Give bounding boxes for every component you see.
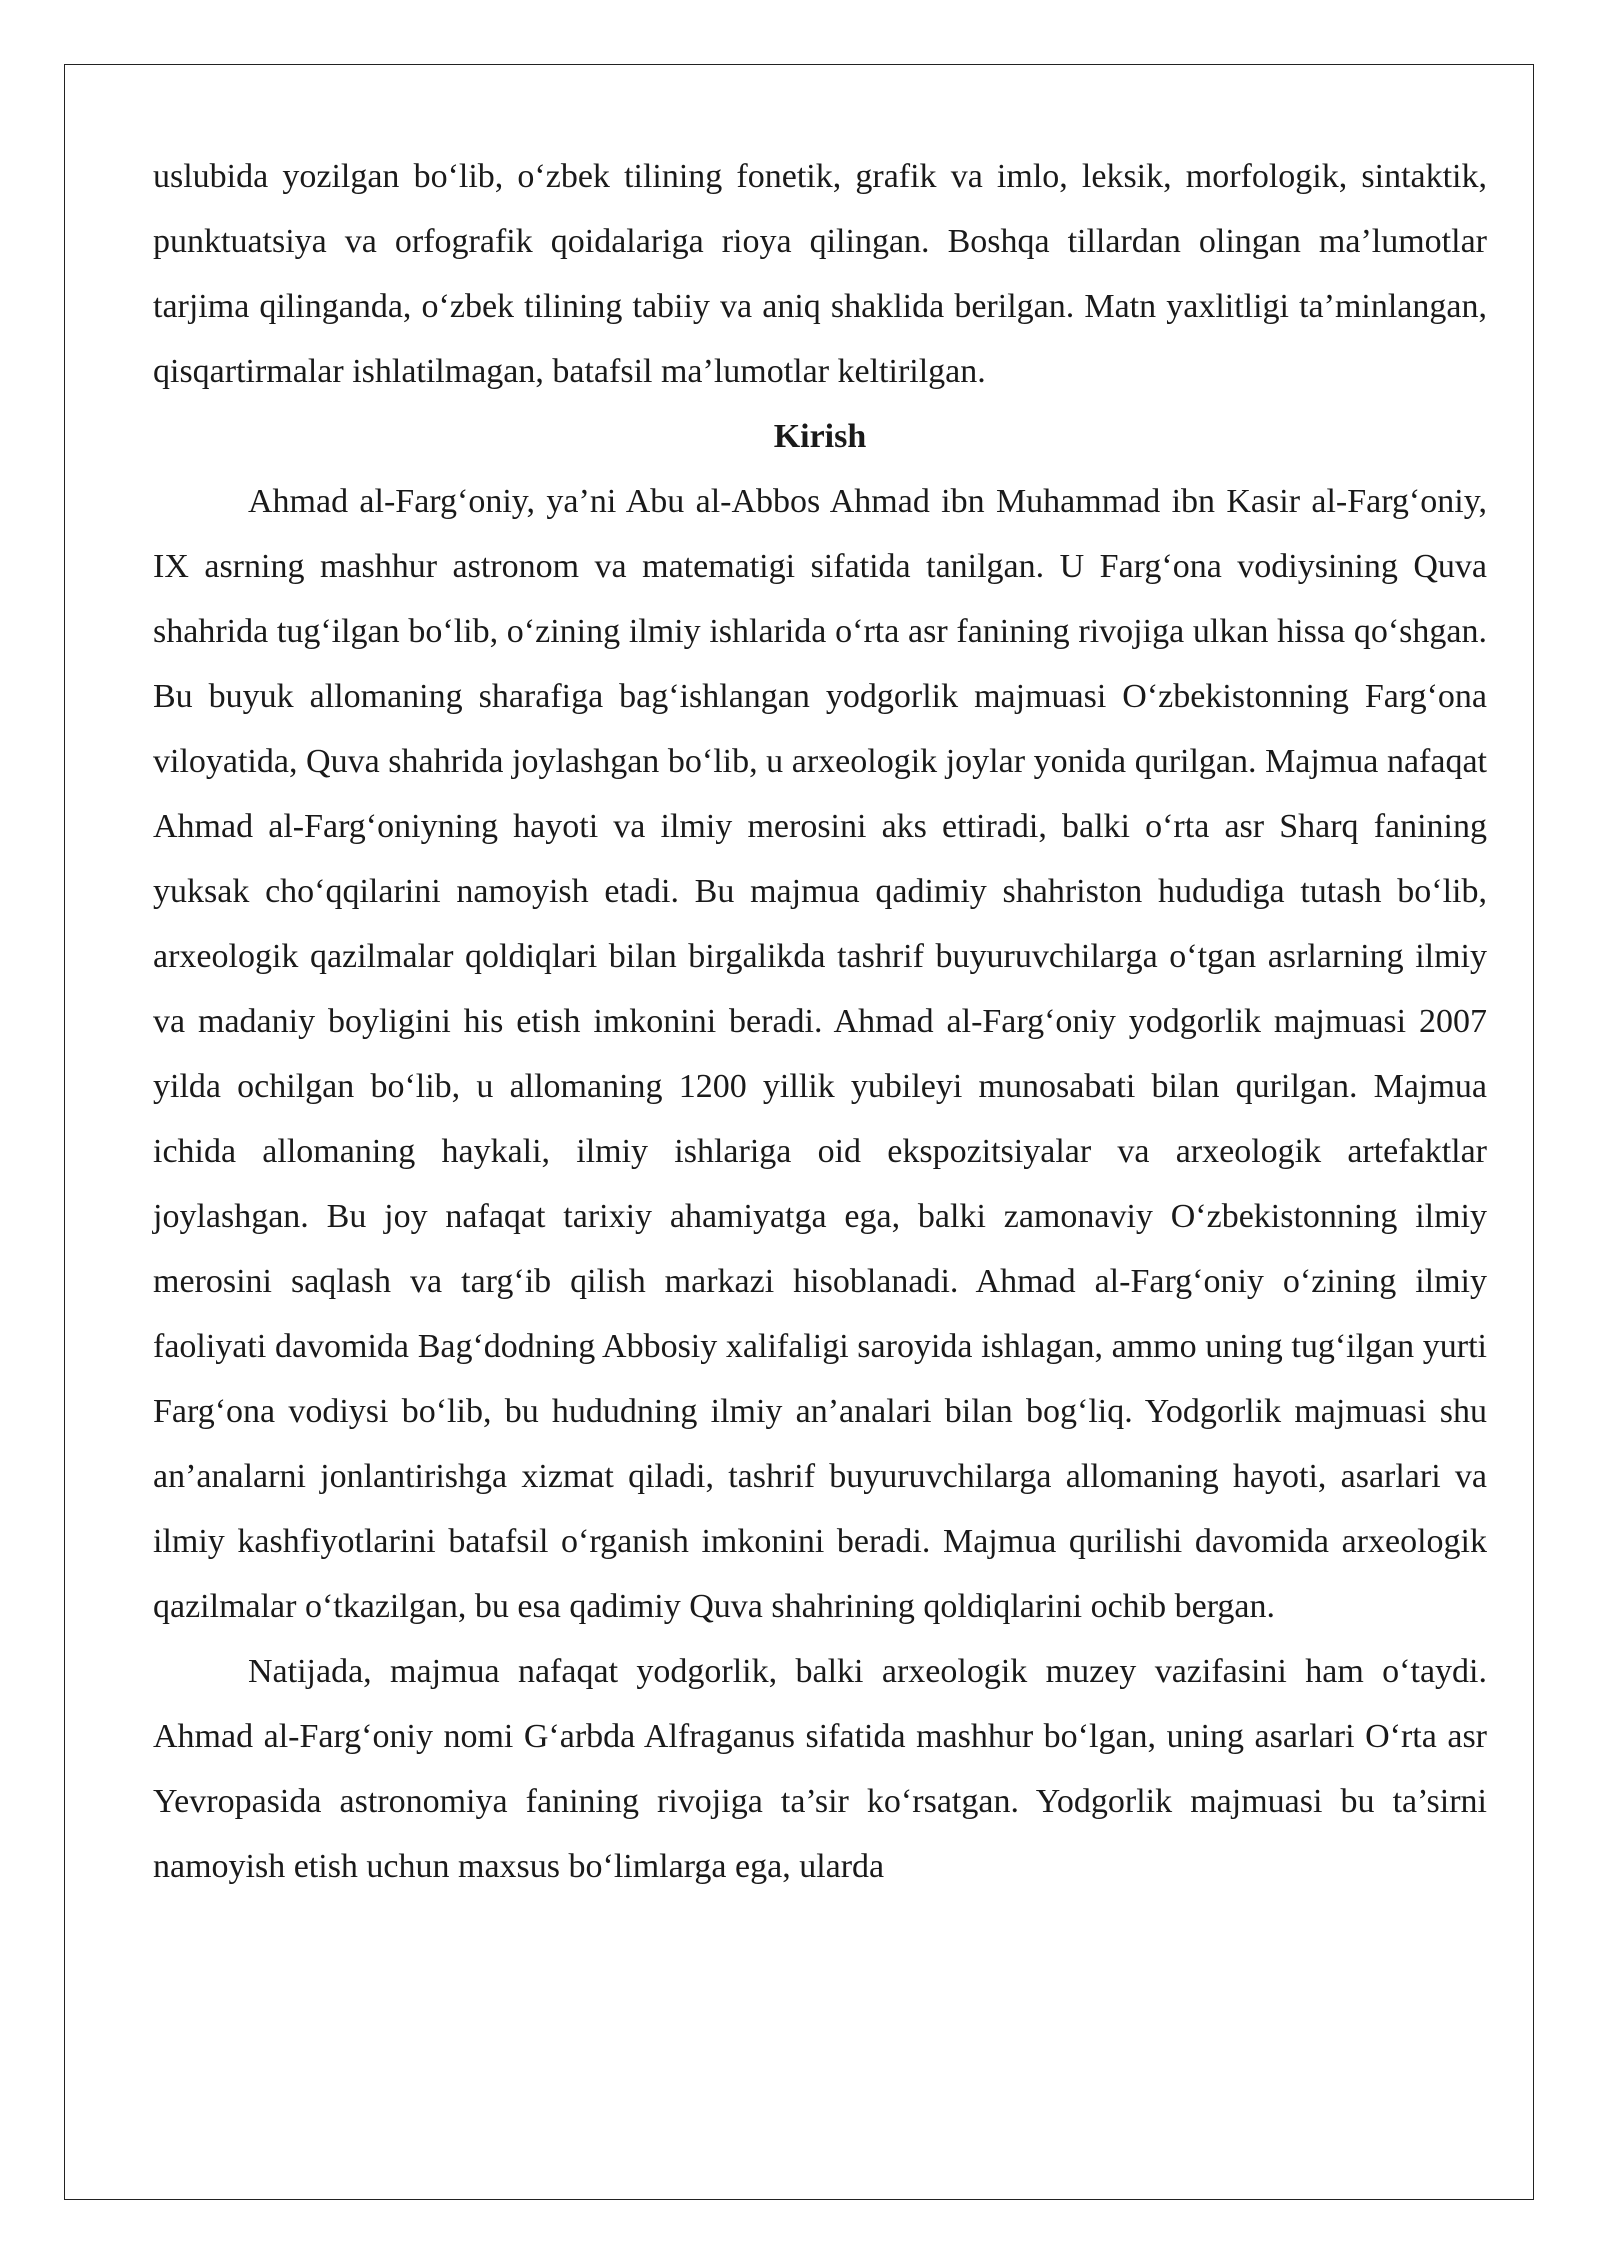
body-paragraph-1: Ahmad al-Farg‘oniy, ya’ni Abu al-Abbos Ahmad ibn Muhammad ibn Kasir al-Farg‘oniy, IX asrning mashhur astronom va matematigi sifatida tanilgan. U Farg‘ona vodiysining Quva shahrida tug‘ilgan bo‘lib, o‘zining ilmiy ishlarida o‘rta asr fanining rivojiga ulkan hissa qo‘shgan. Bu buyuk allomaning sharafiga bag‘ishlangan yodgorlik majmuasi O‘zbekistonning Farg‘ona viloyatida, Quva shahrida joylashgan bo‘lib, u arxeologik joylar yonida qurilgan. Majmua nafaqat Ahmad al-Farg‘oniyning hayoti va ilmiy merosini aks ettiradi, balki o‘rta asr Sharq fanining yuksak cho‘qqilarini namoyish etadi. Bu majmua qadimiy shahriston hududiga tutash bo‘lib, arxeologik qazilmalar qoldiqlari bilan birgalikda tashrif buyuruvchilarga o‘tgan asrlarning ilmiy va madaniy boyligini his etish imkonini beradi. Ahmad al-Farg‘oniy yodgorlik majmuasi 2007 yilda ochilgan bo‘lib, u allomaning 1200 yillik yubileyi munosabati bilan qurilgan. Majmua ichida allomaning haykali, ilmiy ishlariga oid ekspozitsiyalar va arxeologik artefaktlar joylashgan. Bu joy nafaqat tarixiy ahamiyatga ega, balki zamonaviy O‘zbekistonning ilmiy merosini saqlash va targ‘ib qilish markazi hisoblanadi. Ahmad al-Farg‘oniy o‘zining ilmiy faoliyati davomida Bag‘dodning Abbosiy xalifaligi saroyida ishlagan, ammo uning tug‘ilgan yurti Farg‘ona vodiysi bo‘lib, bu hududning ilmiy an’analari bilan bog‘liq. Yodgorlik majmuasi shu an’analarni jonlantirishga xizmat qiladi, tashrif buyuruvchilarga allomaning hayoti, asarlari va ilmiy kashfiyotlarini batafsil o‘rganish imkonini beradi. Majmua qurilishi davomida arxeologik qazilmalar o‘tkazilgan, bu esa qadimiy Quva shahrining qoldiqlarini ochib bergan.	[153, 483, 1487, 1625]
body-paragraph-2: Natijada, majmua nafaqat yodgorlik, balki arxeologik muzey vazifasini ham o‘taydi. Ahmad al-Farg‘oniy nomi G‘arbda Alfraganus sifatida mashhur bo‘lgan, uning asarlari O‘rta asr Yevropasida astronomiya fanining rivojiga ta’sir ko‘rsatgan. Yodgorlik majmuasi bu ta’sirni namoyish etish uchun maxsus bo‘limlarga ega, ularda	[153, 1653, 1487, 1885]
intro-paragraph: uslubida yozilgan bo‘lib, o‘zbek tilining fonetik, grafik va imlo, leksik, morfologik, sintaktik, punktuatsiya va orfografik qoidalariga rioya qilingan. Boshqa tillardan olingan ma’lumotlar tarjima qilinganda, o‘zbek tilining tabiiy va aniq shaklida berilgan. Matn yaxlitligi ta’minlangan, qisqartirmalar ishlatilmagan, batafsil ma’lumotlar keltirilgan.	[153, 158, 1487, 390]
section-heading: Kirish	[773, 418, 867, 455]
document-body	[153, 144, 1487, 1899]
